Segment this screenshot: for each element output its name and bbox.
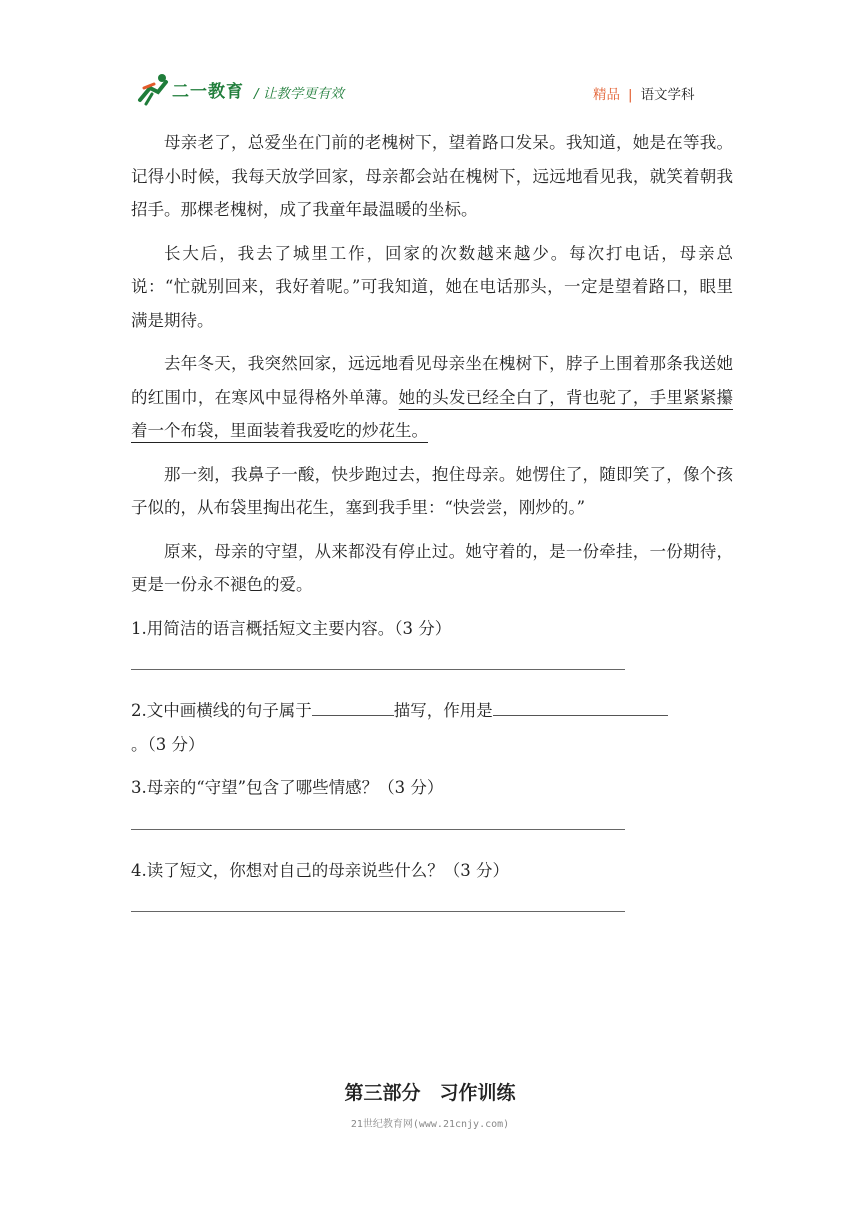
passage-paragraph-3-text: 去年冬天，我突然回家，远远地看见母亲坐在槐树下，脖子上围着那条我送她的红围巾，在寒风中显得格外单薄。 [131, 354, 733, 407]
brand-label [593, 83, 695, 103]
question-2 [131, 694, 733, 761]
answer-blank-effect[interactable] [493, 699, 668, 717]
slogan: / 让教学更有效 [254, 86, 344, 102]
section-title: 第三部分 习作训练 [344, 1082, 516, 1104]
subject-label: 语文学科 [640, 87, 695, 103]
spacer [131, 761, 733, 771]
page-header [0, 0, 860, 110]
quality-label: 精品 [593, 87, 620, 103]
question-2-part-a: 2.文中画横线的句子属于 [131, 701, 312, 720]
worksheet-content [131, 126, 733, 936]
footer-source: 21世纪教育网(www.21cnjy.com) [350, 1119, 510, 1130]
answer-line-1[interactable] [131, 669, 625, 670]
logo-text: 二一教育 [172, 82, 244, 102]
question-3: 3.母亲的“守望”包含了哪些情感？（3 分） [131, 778, 444, 797]
question-4: 4.读了短文，你想对自己的母亲说些什么？（3 分） [131, 860, 509, 880]
question-2-part-b: 描写，作用是 [393, 701, 493, 720]
passage-paragraph-3 [131, 347, 733, 448]
passage-paragraph-2: 长大后，我去了城里工作，回家的次数越来越少。每次打电话，母亲总说：“忙就别回来，我好着呢。”可我知道，她在电话那头，一定是望着路口，眼里满是期待。 [131, 243, 733, 330]
underlined-sentence: 她的头发已经全白了，背也驼了，手里紧紧攥着一个布袋，里面装着我爱吃的炒花生。 [131, 387, 734, 440]
passage-paragraph-4: 那一刻，我鼻子一酸，快步跑过去，抱住母亲。她愣住了，随即笑了，像个孩子似的，从布袋里掏出花生，塞到我手里：“快尝尝，刚炒的。” [131, 464, 733, 517]
question-2-part-c: 。（3 分） [131, 734, 205, 754]
answer-blank-description-type[interactable] [312, 699, 394, 717]
passage-paragraph-5: 原来，母亲的守望，从来都没有停止过。她守着的，是一份牵挂，一份期待，更是一份永不褪色的爱。 [131, 541, 733, 594]
answer-line-4[interactable] [131, 911, 625, 912]
brand-separator: | [628, 87, 633, 103]
passage-paragraph-1: 母亲老了，总爱坐在门前的老槐树下，望着路口发呆。我知道，她是在等我。记得小时候，我每天放学回家，母亲都会站在槐树下，远远地看见我，就笑着朝我招手。那棵老槐树，成了我童年最温暖的坐标。 [131, 133, 733, 219]
question-1: 1.用简洁的语言概括短文主要内容。（3 分） [131, 618, 452, 638]
answer-line-3[interactable] [131, 829, 625, 830]
